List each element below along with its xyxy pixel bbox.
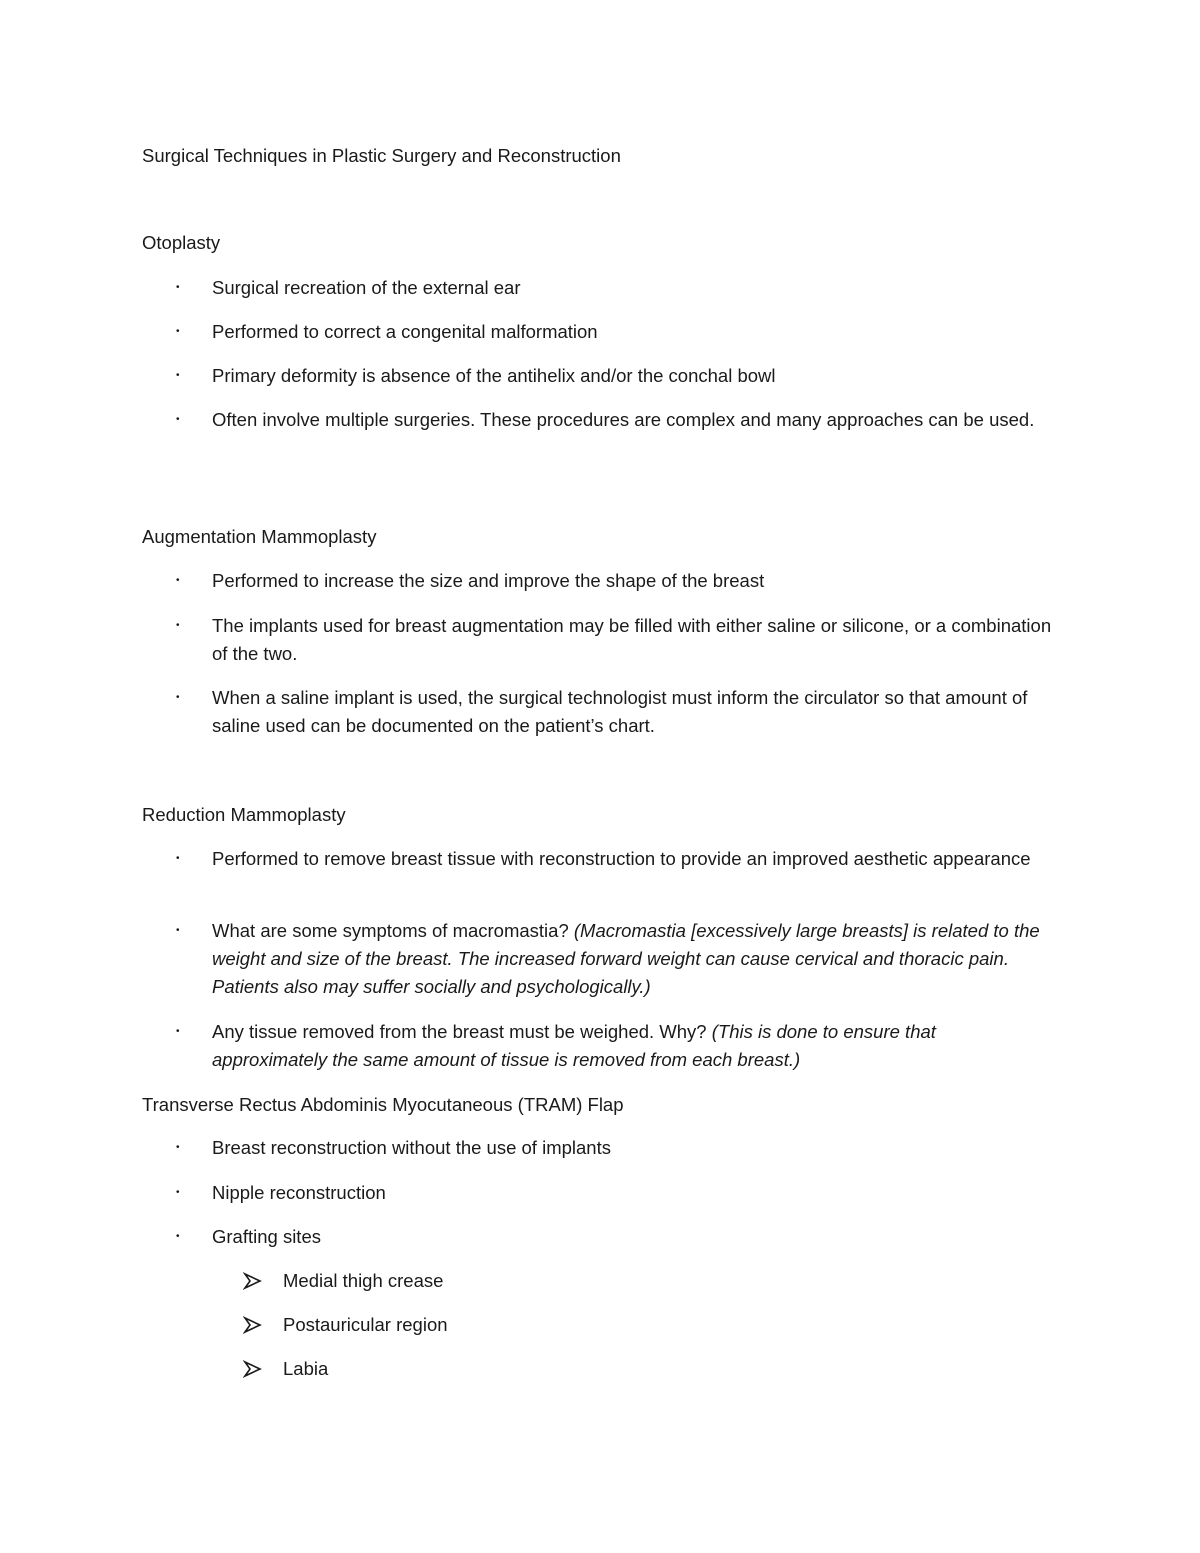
bullet-icon: •	[176, 370, 180, 381]
bullet-icon: •	[176, 282, 180, 293]
list-item	[176, 1018, 1052, 1074]
bullet-icon: •	[176, 692, 180, 703]
section-heading-tram-flap: Transverse Rectus Abdominis Myocutaneous (TRAM) Flap	[142, 1094, 624, 1115]
list-item-text: Nipple reconstruction	[212, 1182, 386, 1203]
list-item	[176, 1134, 1052, 1162]
arrowhead-bullet-icon	[243, 1355, 263, 1383]
sub-list-item	[283, 1355, 1043, 1383]
sub-list-item-text: Medial thigh crease	[283, 1270, 444, 1291]
bullet-icon: •	[176, 853, 180, 864]
list-item-text: The implants used for breast augmentation may be filled with either saline or silicone, or a combination of the two.	[212, 615, 1052, 664]
section-heading-otoplasty: Otoplasty	[142, 232, 221, 253]
list-item-text: When a saline implant is used, the surgical technologist must inform the circulator so that amount of saline used can be documented on the patient’s chart.	[212, 687, 1028, 736]
bullet-icon: •	[176, 1231, 180, 1242]
sub-list-item	[283, 1311, 1043, 1339]
sub-list-item-text: Labia	[283, 1358, 329, 1379]
bullet-icon: •	[176, 575, 180, 586]
bullet-icon: •	[176, 620, 180, 631]
bullet-icon: •	[176, 1187, 180, 1198]
section-heading-augmentation-mammoplasty: Augmentation Mammoplasty	[142, 526, 377, 547]
list-item-text: Primary deformity is absence of the antihelix and/or the conchal bowl	[212, 365, 776, 386]
arrowhead-bullet-icon	[243, 1267, 263, 1295]
list-item-text: What are some symptoms of macromastia?	[212, 920, 574, 941]
sub-list-item	[283, 1267, 1043, 1295]
section-heading-reduction-mammoplasty: Reduction Mammoplasty	[142, 804, 346, 825]
list-item	[176, 1223, 1052, 1251]
list-item-italic-note: (This is done to ensure that approximately the same amount of tissue is removed from each breast.)	[212, 1021, 936, 1070]
arrowhead-bullet-icon	[243, 1311, 263, 1339]
list-item-text: Any tissue removed from the breast must be weighed. Why?	[212, 1021, 712, 1042]
list-item-text: Grafting sites	[212, 1226, 321, 1247]
list-item-text: Performed to increase the size and improve the shape of the breast	[212, 570, 765, 591]
list-item-text: Often involve multiple surgeries. These procedures are complex and many approaches can be used.	[212, 409, 1035, 430]
list-item	[176, 274, 1052, 302]
bullet-icon: •	[176, 925, 180, 936]
bullet-icon: •	[176, 414, 180, 425]
list-item	[176, 567, 1052, 595]
list-item	[176, 1179, 1052, 1207]
list-item	[176, 362, 1052, 390]
list-item	[176, 845, 1052, 873]
list-item	[176, 318, 1052, 346]
list-item-text: Performed to remove breast tissue with reconstruction to provide an improved aesthetic appearance	[212, 848, 1031, 869]
list-item	[176, 612, 1052, 668]
list-item-text: Breast reconstruction without the use of implants	[212, 1137, 611, 1158]
sub-list-item-text: Postauricular region	[283, 1314, 448, 1335]
list-item-italic-note: (Macromastia [excessively large breasts] is related to the weight and size of the breast. The increased forward weight can cause cervical and thoracic pain. Patients also may suffer socially and psychologically.)	[212, 920, 1040, 997]
list-item	[176, 684, 1052, 740]
bullet-icon: •	[176, 326, 180, 337]
list-item	[176, 917, 1052, 1001]
list-item-text: Performed to correct a congenital malformation	[212, 321, 598, 342]
bullet-icon: •	[176, 1026, 180, 1037]
list-item-text: Surgical recreation of the external ear	[212, 277, 521, 298]
bullet-icon: •	[176, 1142, 180, 1153]
document-title: Surgical Techniques in Plastic Surgery and Reconstruction	[142, 145, 621, 166]
list-item	[176, 406, 1052, 434]
